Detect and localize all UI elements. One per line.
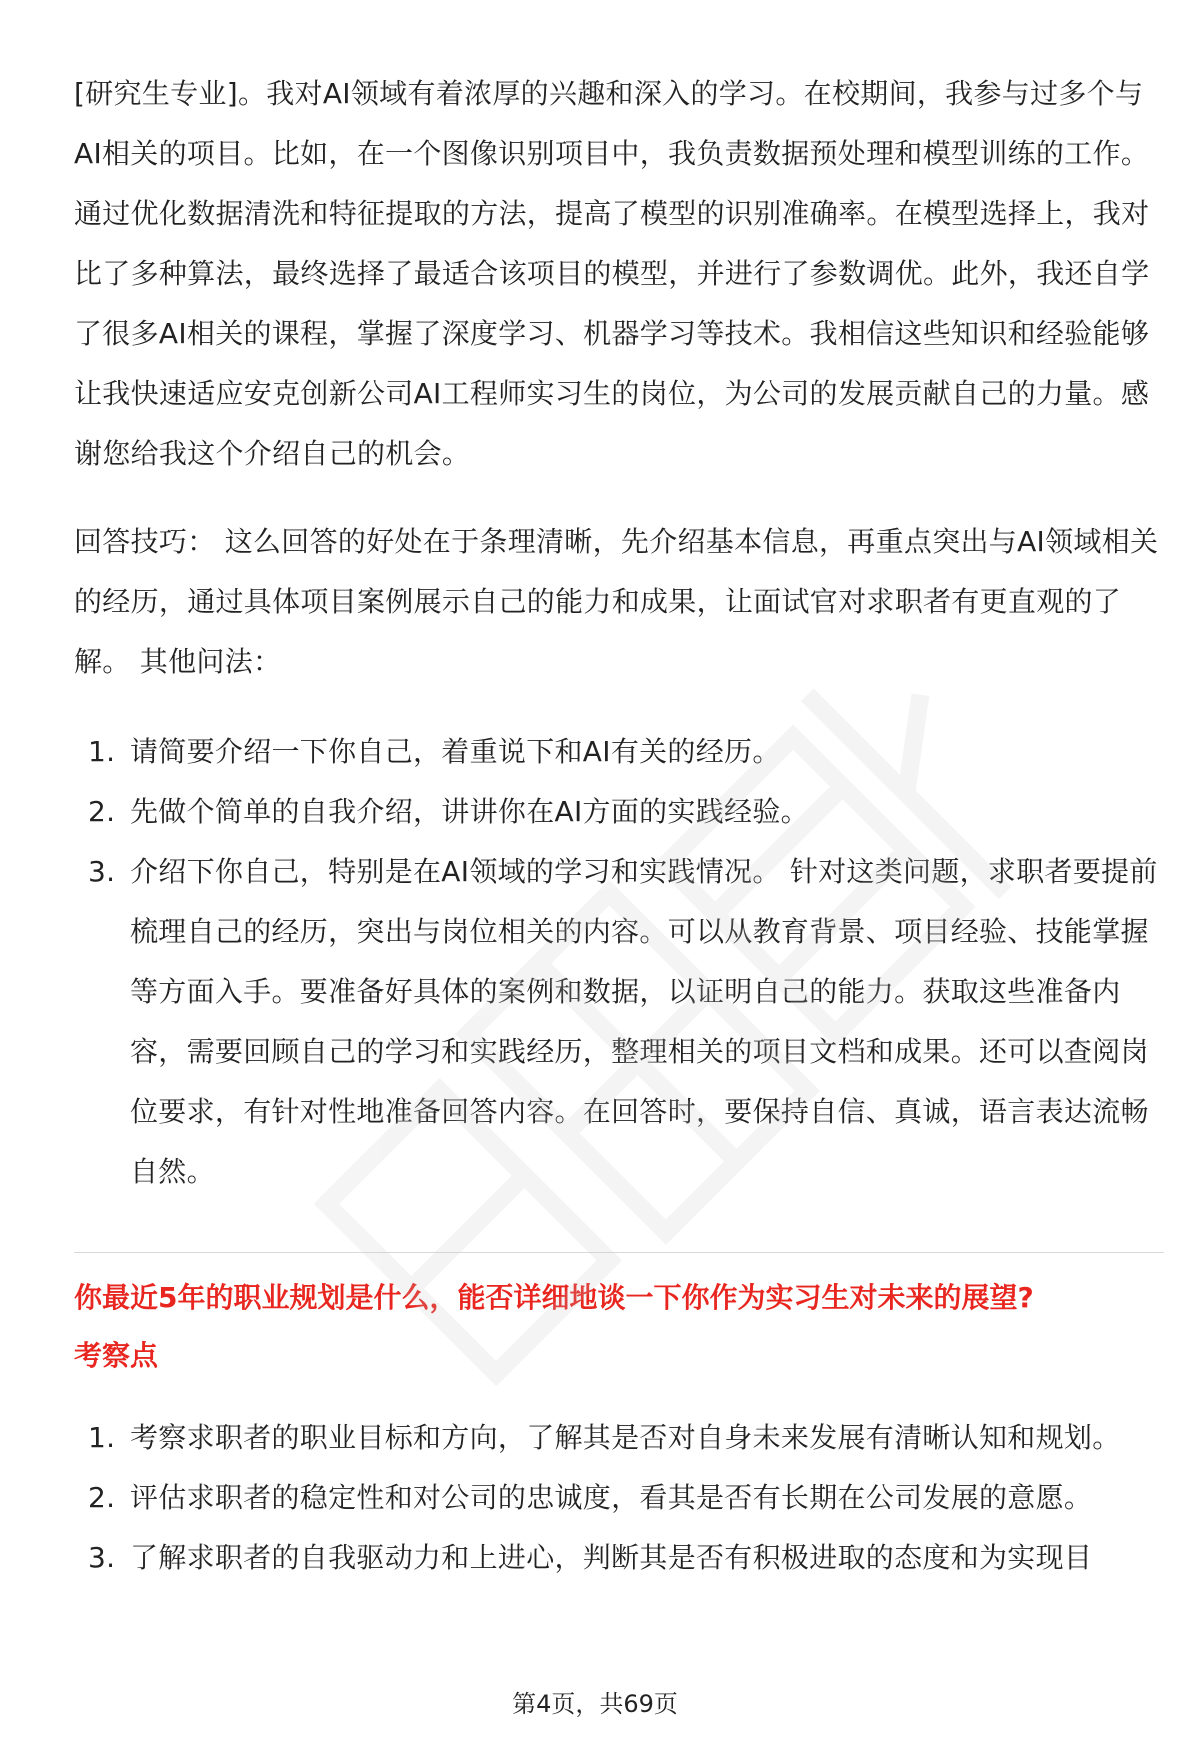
assessment-points-list	[74, 1408, 1164, 1588]
answer-paragraph: [研究生专业]。我对AI领域有着浓厚的兴趣和深入的学习。在校期间，我参与过多个与AI相关的项目。比如，在一个图像识别项目中，我负责数据预处理和模型训练的工作。通过优化数据清洗和特征提取的方法，提高了模型的识别准确率。在模型选择上，我对比了多种算法，最终选择了最适合该项目的模型，并进行了参数调优。此外，我还自学了很多AI相关的课程，掌握了深度学习、机器学习等技术。我相信这些知识和经验能够让我快速适应安克创新公司AI工程师实习生的岗位，为公司的发展贡献自己的力量。感谢您给我这个介绍自己的机会。	[74, 77, 1150, 470]
answer-tips-paragraph: 回答技巧： 这么回答的好处在于条理清晰，先介绍基本信息，再重点突出与AI领域相关的经历，通过具体项目案例展示自己的能力和成果，让面试官对求职者有更直观的了解。 其他问法：	[74, 525, 1159, 678]
list-item-number: 3.	[88, 1541, 116, 1574]
list-item	[74, 782, 1164, 842]
list-item	[74, 1468, 1164, 1528]
list-item-text: 请简要介绍一下你自己，着重说下和AI有关的经历。	[130, 735, 781, 768]
list-item-text: 考察求职者的职业目标和方向，了解其是否对自身未来发展有清晰认知和规划。	[130, 1421, 1121, 1454]
list-item	[74, 1408, 1164, 1468]
list-item-number: 3.	[88, 855, 116, 888]
list-item	[74, 842, 1164, 1202]
page-footer: 第4页，共69页	[512, 1690, 678, 1718]
list-item-number: 2.	[88, 795, 116, 828]
list-item-number: 1.	[88, 735, 116, 768]
list-item-text: 了解求职者的自我驱动力和上进心，判断其是否有积极进取的态度和为实现目	[130, 1541, 1093, 1574]
question-heading: 你最近5年的职业规划是什么，能否详细地谈一下你作为实习生对未来的展望?	[74, 1281, 1034, 1314]
list-item-text: 评估求职者的稳定性和对公司的忠诚度，看其是否有长期在公司发展的意愿。	[130, 1481, 1093, 1514]
list-item	[74, 1528, 1164, 1588]
section-label: 考察点	[74, 1339, 159, 1372]
list-item	[74, 722, 1164, 782]
alternate-questions-list	[74, 722, 1164, 1202]
section-divider	[74, 1252, 1164, 1253]
list-item-number: 2.	[88, 1481, 116, 1514]
list-item-number: 1.	[88, 1421, 116, 1454]
list-item-text: 介绍下你自己，特别是在AI领域的学习和实践情况。 针对这类问题，求职者要提前梳理自己的经历，突出与岗位相关的内容。可以从教育背景、项目经验、技能掌握等方面入手。要准备好具体的案例和数据，以证明自己的能力。获取这些准备内容，需要回顾自己的学习和实践经历，整理相关的项目文档和成果。还可以查阅岗位要求，有针对性地准备回答内容。在回答时，要保持自信、真诚，语言表达流畅自然。	[130, 855, 1158, 1188]
list-item-text: 先做个简单的自我介绍，讲讲你在AI方面的实践经验。	[130, 795, 809, 828]
